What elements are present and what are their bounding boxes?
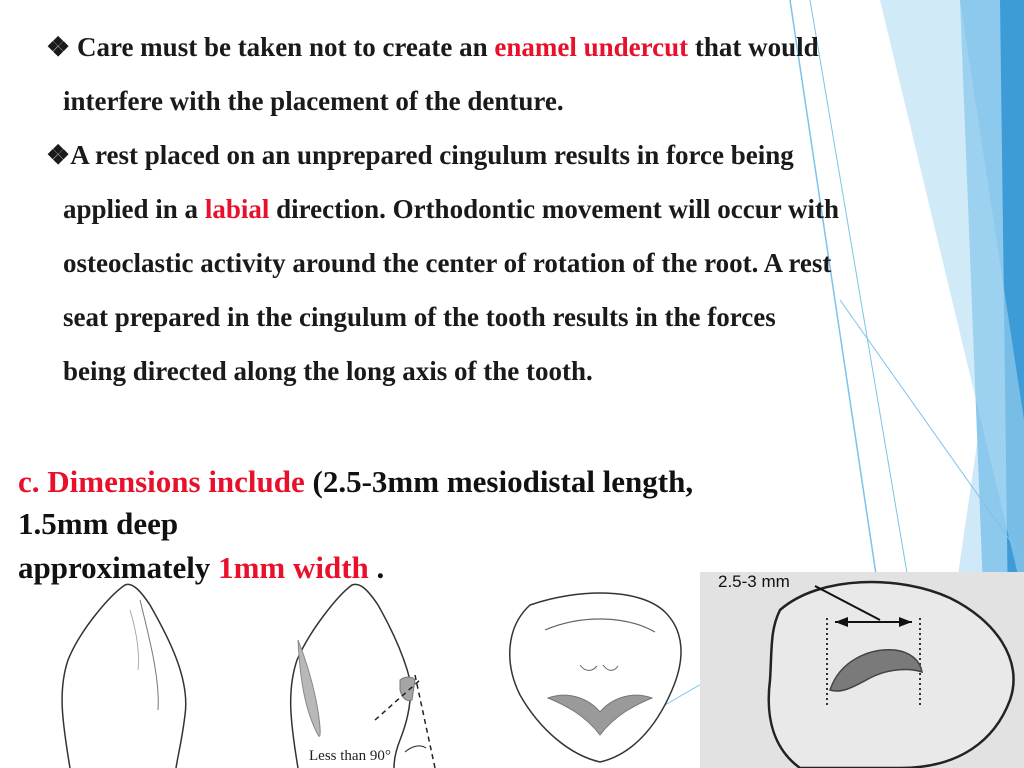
dimensions-length: (2.5-3mm mesiodistal length, xyxy=(304,464,694,499)
bullet2-line4: seat prepared in the cingulum of the tooth results in the forces xyxy=(63,302,776,332)
bullet1-line2: interfere with the placement of the denture. xyxy=(63,86,564,116)
bullet2-text-b: direction. Orthodontic movement will occur with xyxy=(269,194,840,224)
length-label: 2.5-3 mm xyxy=(718,572,790,591)
tooth-illustrations xyxy=(0,572,1024,768)
labial-highlight: labial xyxy=(204,194,270,224)
dimensions-text-b: . xyxy=(368,550,385,585)
bullet1-text-a: ❖ Care must be taken not to create an xyxy=(46,32,495,62)
angle-label: Less than 90° xyxy=(309,748,391,764)
tooth-side-view-prepared xyxy=(291,584,435,768)
dimensions-line1 xyxy=(18,464,693,500)
dimensions-heading: c. Dimensions include xyxy=(18,464,305,499)
bullet2-line1: ❖A rest placed on an unprepared cingulum results in force being xyxy=(46,140,794,170)
bullet2-line5: being directed along the long axis of the tooth. xyxy=(63,356,593,386)
width-highlight: 1mm width xyxy=(218,550,369,585)
rest-seat-dimension-diagram xyxy=(700,572,1024,768)
tooth-lingual-view xyxy=(510,593,681,762)
bullet2-line2 xyxy=(63,194,839,225)
tooth-side-view-unprepared xyxy=(62,584,186,768)
bullet2-text-a: applied in a xyxy=(63,194,205,224)
enamel-undercut-highlight: enamel undercut xyxy=(494,32,689,62)
dimensions-line2: 1.5mm deep xyxy=(18,506,179,541)
bullet2-line3: osteoclastic activity around the center of rotation of the root. A rest xyxy=(63,248,832,278)
bullet1-line1 xyxy=(46,32,819,63)
bullet1-text-b: that would xyxy=(688,32,819,62)
dimensions-text-a: approximately xyxy=(18,550,219,585)
